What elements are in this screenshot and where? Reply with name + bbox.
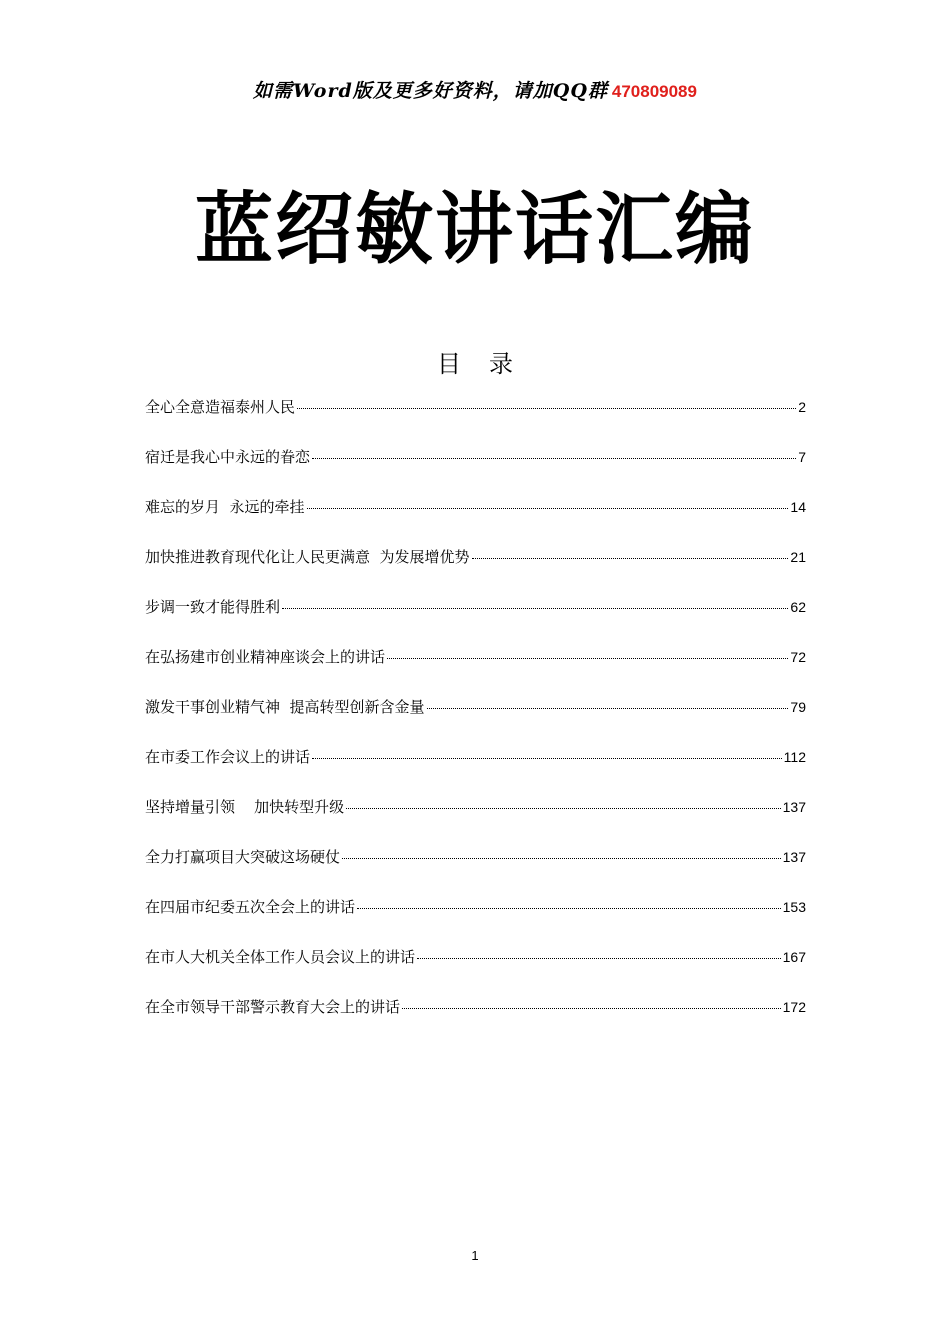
page-number: 1 (471, 1248, 479, 1263)
toc-entry-title: 激发干事创业精气神 提高转型创新含金量 (145, 698, 425, 716)
toc-entry[interactable] (145, 696, 806, 746)
toc-entry[interactable] (145, 396, 806, 446)
toc-entry-page: 153 (782, 899, 806, 915)
toc-entry-title: 坚持增量引领 加快转型升级 (145, 798, 345, 816)
toc-entry-page: 72 (790, 649, 806, 665)
toc-entry-page: 7 (798, 449, 806, 465)
toc-entry[interactable] (145, 646, 806, 696)
qq-group-number: 470809089 (611, 82, 697, 101)
toc-dot-leader (307, 508, 789, 509)
table-of-contents (145, 396, 806, 1046)
toc-dot-leader (342, 858, 781, 859)
toc-entry[interactable] (145, 596, 806, 646)
toc-dot-leader (312, 758, 782, 759)
toc-entry-title: 难忘的岁月 永远的牵挂 (145, 498, 305, 516)
toc-dot-leader (402, 1008, 781, 1009)
toc-dot-leader (417, 958, 781, 959)
toc-dot-leader (297, 408, 796, 409)
toc-entry-title: 在弘扬建市创业精神座谈会上的讲话 (145, 648, 386, 666)
toc-entry-title: 全力打赢项目大突破这场硬仗 (145, 848, 341, 866)
toc-entry-title: 在市人大机关全体工作人员会议上的讲话 (145, 948, 416, 966)
toc-entry-title: 宿迁是我心中永远的眷恋 (145, 448, 311, 466)
toc-entry[interactable] (145, 796, 806, 846)
toc-entry-title: 全心全意造福泰州人民 (145, 398, 296, 416)
toc-entry-page: 112 (783, 749, 806, 765)
toc-entry-title: 在市委工作会议上的讲话 (145, 748, 311, 766)
toc-dot-leader (346, 808, 781, 809)
toc-dot-leader (357, 908, 781, 909)
toc-entry-page: 21 (790, 549, 806, 565)
toc-entry[interactable] (145, 746, 806, 796)
toc-entry[interactable] (145, 896, 806, 946)
toc-entry-page: 137 (782, 849, 806, 865)
toc-entry-page: 79 (790, 699, 806, 715)
toc-entry[interactable] (145, 546, 806, 596)
toc-heading: 目录 (437, 350, 541, 378)
toc-entry-page: 2 (798, 399, 806, 415)
toc-entry-page: 167 (782, 949, 806, 965)
toc-entry[interactable] (145, 496, 806, 546)
toc-entry-page: 137 (782, 799, 806, 815)
toc-dot-leader (472, 558, 789, 559)
toc-dot-leader (427, 708, 789, 709)
toc-entry[interactable] (145, 446, 806, 496)
toc-entry-title: 在全市领导干部警示教育大会上的讲话 (145, 998, 401, 1016)
toc-dot-leader (282, 608, 788, 609)
toc-entry-page: 14 (790, 499, 806, 515)
header-note (0, 76, 950, 103)
toc-dot-leader (312, 458, 796, 459)
toc-entry[interactable] (145, 996, 806, 1046)
toc-entry-title: 步调一致才能得胜利 (145, 598, 281, 616)
toc-entry-title: 在四届市纪委五次全会上的讲话 (145, 898, 356, 916)
document-title: 蓝绍敏讲话汇编 (194, 184, 755, 275)
toc-entry[interactable] (145, 946, 806, 996)
toc-entry[interactable] (145, 846, 806, 896)
toc-entry-page: 62 (790, 599, 806, 615)
toc-entry-page: 172 (782, 999, 806, 1015)
header-note-text: 如需Word版及更多好资料，请加QQ群 (253, 80, 608, 102)
toc-entry-title: 加快推进教育现代化让人民更满意 为发展增优势 (145, 548, 470, 566)
toc-dot-leader (387, 658, 788, 659)
